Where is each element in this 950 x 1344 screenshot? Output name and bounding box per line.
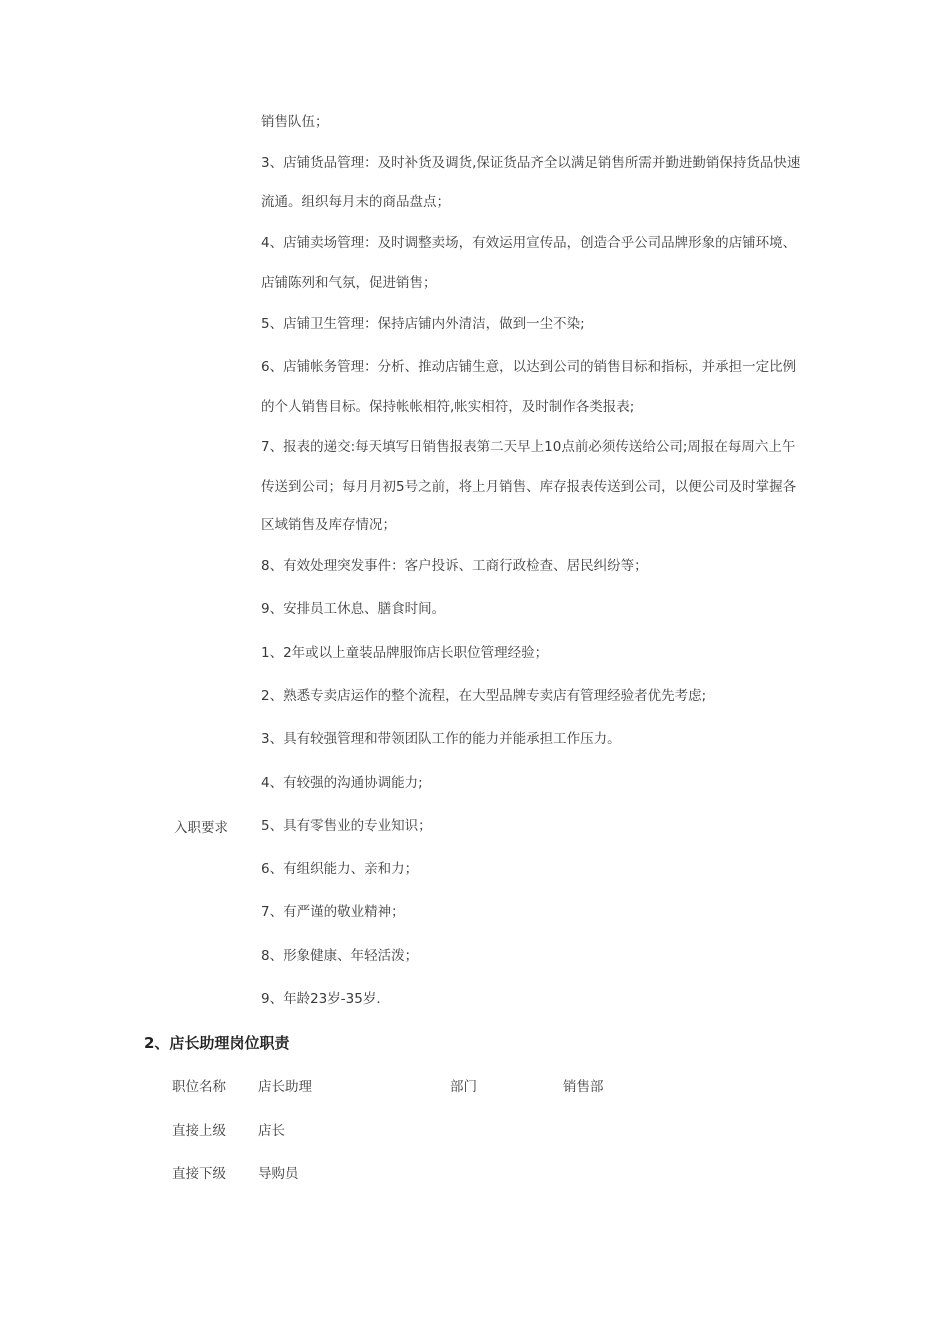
- requirement-item: 7、有严谨的敬业精神；: [261, 904, 405, 920]
- requirement-item: 1、2年或以上童装品牌服饰店长职位管理经验；: [261, 645, 549, 661]
- requirements-label: 入职要求: [174, 820, 228, 836]
- duty-line: 9、安排员工休息、膳食时间。: [261, 601, 446, 617]
- section-heading: 2、店长助理岗位职责: [144, 1034, 290, 1052]
- requirement-item: 8、形象健康、年轻活泼；: [261, 948, 419, 964]
- subordinate-value: 导购员: [258, 1166, 299, 1182]
- department-label: 部门: [450, 1079, 477, 1095]
- requirement-item: 3、具有较强管理和带领团队工作的能力并能承担工作压力。: [261, 731, 621, 747]
- duty-line: 6、店铺帐务管理：分析、推动店铺生意，以达到公司的销售目标和指标，并承担一定比例: [261, 359, 797, 375]
- requirement-item: 2、熟悉专卖店运作的整个流程，在大型品牌专卖店有管理经验者优先考虑;: [261, 688, 707, 704]
- requirement-item: 9、年龄23岁-35岁.: [261, 991, 381, 1007]
- department-value: 销售部: [563, 1079, 604, 1095]
- duty-line: 7、报表的递交:每天填写日销售报表第二天早上10点前必须传送给公司;周报在每周六上午: [261, 439, 796, 455]
- duty-line: 流通。组织每月末的商品盘点；: [261, 194, 450, 210]
- duty-line: 区域销售及库存情况；: [261, 517, 396, 533]
- duty-line: 5、店铺卫生管理：保持店铺内外清洁，做到一尘不染;: [261, 316, 585, 332]
- duty-line: 4、店铺卖场管理：及时调整卖场，有效运用宣传品，创造合乎公司品牌形象的店铺环境、: [261, 235, 797, 251]
- superior-value: 店长: [258, 1123, 285, 1139]
- superior-label: 直接上级: [172, 1123, 226, 1139]
- duty-line: 3、店铺货品管理：及时补货及调货,保证货品齐全以满足销售所需并勤进勤销保持货品快速: [261, 155, 801, 171]
- position-value: 店长助理: [258, 1079, 312, 1095]
- duty-line: 店铺陈列和气氛，促进销售；: [261, 275, 437, 291]
- duty-line: 8、有效处理突发事件：客户投诉、工商行政检查、居民纠纷等；: [261, 558, 648, 574]
- duty-line: 销售队伍；: [261, 114, 329, 130]
- duty-line: 的个人销售目标。保持帐帐相符,帐实相符，及时制作各类报表;: [261, 399, 635, 415]
- position-label: 职位名称: [172, 1079, 226, 1095]
- requirement-item: 6、有组织能力、亲和力；: [261, 861, 419, 877]
- requirement-item: 5、具有零售业的专业知识；: [261, 818, 432, 834]
- duty-line: 传送到公司；每月月初5号之前，将上月销售、库存报表传送到公司，以便公司及时掌握各: [261, 479, 797, 495]
- requirement-item: 4、有较强的沟通协调能力;: [261, 775, 423, 791]
- subordinate-label: 直接下级: [172, 1166, 226, 1182]
